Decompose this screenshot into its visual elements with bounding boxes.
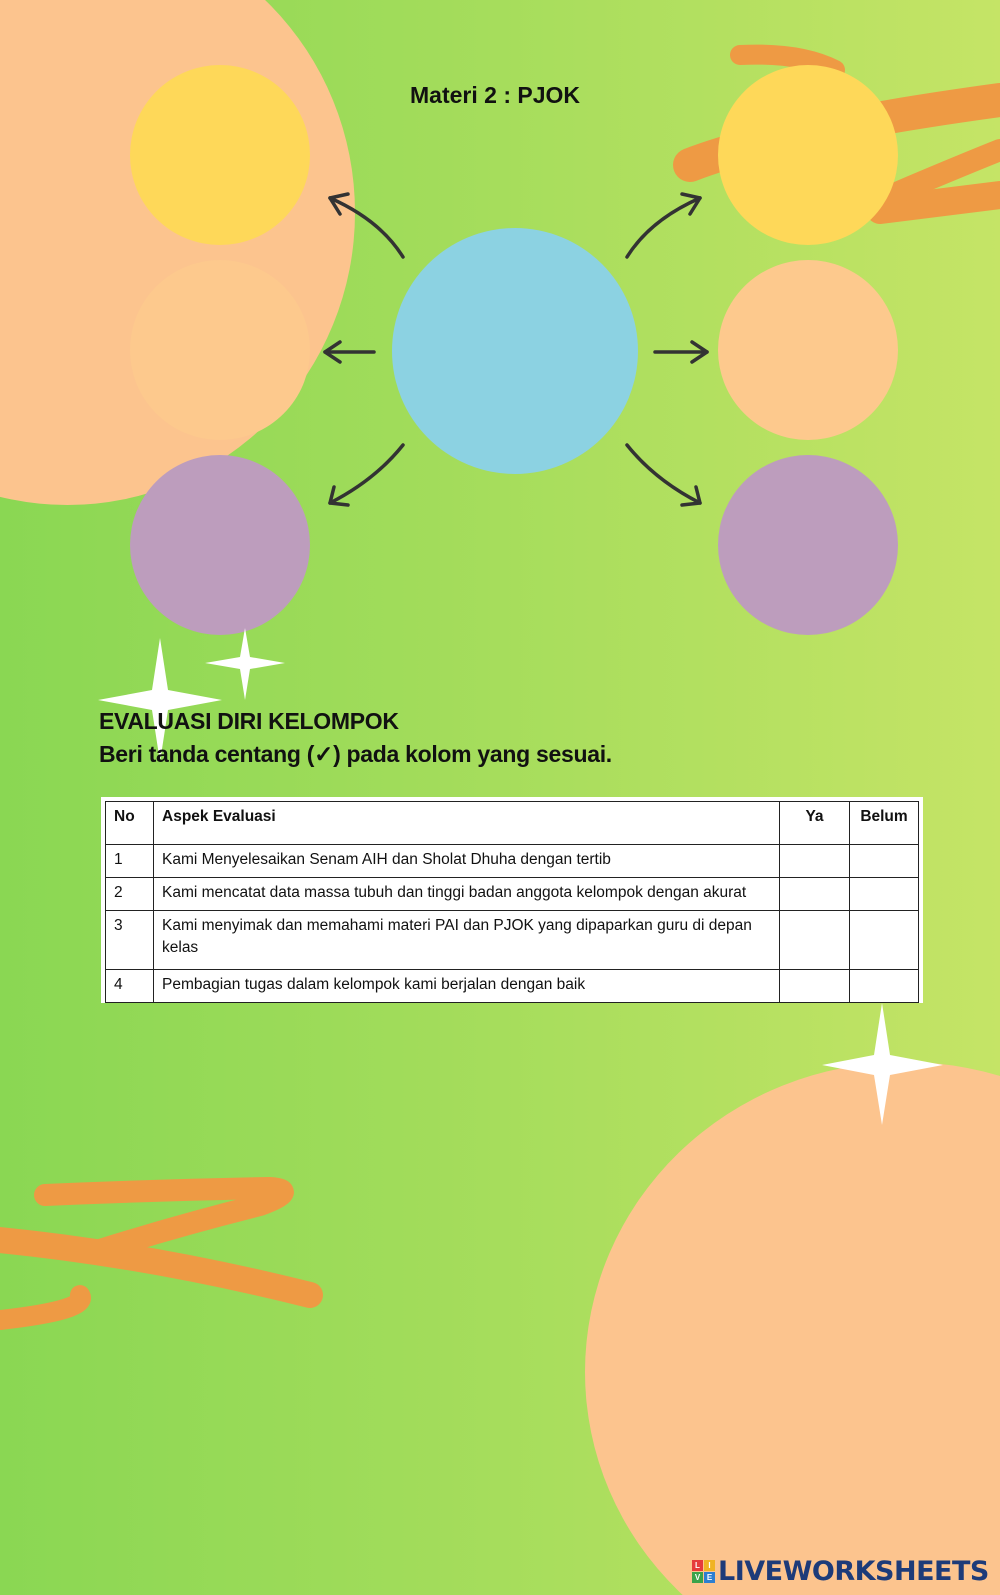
logo-badge-icon	[692, 1560, 715, 1583]
table-row	[106, 970, 919, 1003]
sparkle-small-icon	[205, 628, 285, 700]
header-ya: Ya	[780, 802, 850, 845]
evaluation-heading: EVALUASI DIRI KELOMPOK	[99, 708, 399, 734]
table-row	[106, 911, 919, 970]
logo-text: LIVEWORKSHEETS	[718, 1556, 989, 1587]
evaluation-instruction: Beri tanda centang (✓) pada kolom yang sesuai.	[99, 741, 612, 767]
check-cell-ya[interactable]	[780, 845, 850, 878]
table-header-row	[106, 802, 919, 845]
evaluation-table	[105, 801, 919, 1003]
check-cell-belum[interactable]	[850, 970, 919, 1003]
liveworksheets-logo[interactable]	[692, 1556, 989, 1587]
orange-squiggle-bottom-left	[0, 1188, 310, 1320]
check-cell-ya[interactable]	[780, 970, 850, 1003]
check-cell-belum[interactable]	[850, 878, 919, 911]
header-belum: Belum	[850, 802, 919, 845]
evaluation-table-frame	[101, 797, 923, 1003]
row-aspect: Kami menyimak dan memahami materi PAI dan PJOK yang dipaparkan guru di depan kelas	[154, 911, 780, 970]
row-aspect: Kami mencatat data massa tubuh dan tinggi badan anggota kelompok dengan akurat	[154, 878, 780, 911]
logo-letter: I	[704, 1560, 715, 1571]
check-cell-ya[interactable]	[780, 878, 850, 911]
logo-letter: E	[704, 1572, 715, 1583]
table-row	[106, 845, 919, 878]
page-title: Materi 2 : PJOK	[410, 82, 580, 108]
row-number: 2	[106, 878, 154, 911]
logo-letter: L	[692, 1560, 703, 1571]
sparkle-right-icon	[822, 1003, 943, 1125]
header-aspect: Aspek Evaluasi	[154, 802, 780, 845]
table-row	[106, 878, 919, 911]
row-number: 4	[106, 970, 154, 1003]
row-number: 1	[106, 845, 154, 878]
row-aspect: Pembagian tugas dalam kelompok kami berjalan dengan baik	[154, 970, 780, 1003]
row-number: 3	[106, 911, 154, 970]
row-aspect: Kami Menyelesaikan Senam AIH dan Sholat Dhuha dengan tertib	[154, 845, 780, 878]
check-cell-ya[interactable]	[780, 911, 850, 970]
header-no: No	[106, 802, 154, 845]
check-cell-belum[interactable]	[850, 911, 919, 970]
check-cell-belum[interactable]	[850, 845, 919, 878]
logo-letter: V	[692, 1572, 703, 1583]
